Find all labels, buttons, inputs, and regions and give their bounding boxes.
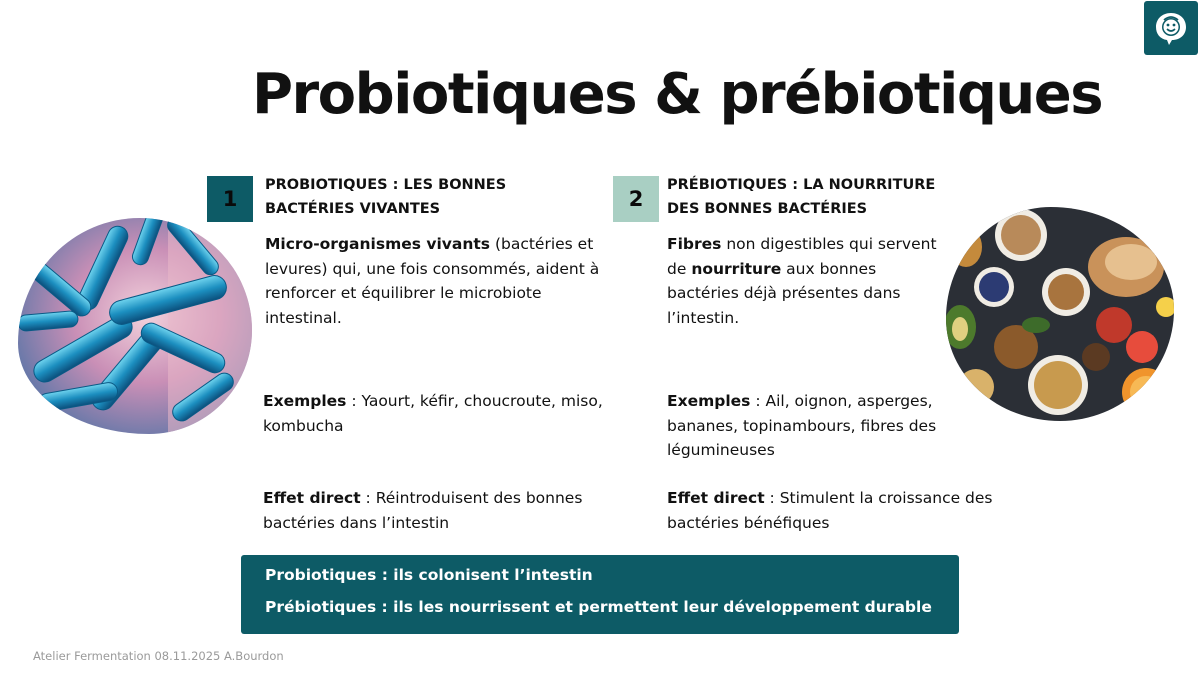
section-heading-prebiotiques — [667, 173, 935, 221]
footer-caption: Atelier Fermentation 08.11.2025 A.Bourdon — [33, 649, 284, 663]
examples-text: : Ail, oignon, asperges, bananes, topinambours, fibres des légumineuses — [667, 392, 937, 459]
heading-line: BACTÉRIES VIVANTES — [265, 201, 441, 217]
examples-label: Exemples — [667, 392, 751, 410]
chat-bubble-face-icon — [1151, 8, 1191, 48]
section-number-1: 1 — [207, 176, 253, 222]
examples-text: : Yaourt, kéfir, choucroute, miso, kombucha — [263, 392, 603, 435]
description-text: non digestibles qui servent de — [667, 235, 937, 278]
probiotiques-description — [265, 232, 605, 330]
heading-line: PRÉBIOTIQUES : LA NOURRITURE — [667, 177, 936, 193]
banner-line-probiotiques: Probiotiques : ils colonisent l’intestin — [265, 566, 593, 584]
summary-banner — [241, 555, 959, 634]
emphasis-text: nourriture — [691, 259, 782, 278]
prebiotiques-description — [667, 232, 947, 330]
section-heading-probiotiques — [265, 173, 506, 221]
description-text: aux bonnes bactéries déjà présentes dans l’intestin. — [667, 259, 901, 327]
probiotiques-effect — [263, 486, 603, 535]
effect-label: Effet direct — [667, 489, 765, 507]
page-title: Probiotiques & prébiotiques — [252, 62, 1103, 127]
heading-line: PROBIOTIQUES : LES BONNES — [265, 177, 507, 193]
prebiotiques-effect — [667, 486, 997, 535]
effect-label: Effet direct — [263, 489, 361, 507]
heading-line: DES BONNES BACTÉRIES — [667, 201, 868, 217]
prebiotiques-examples — [667, 389, 997, 463]
logo — [1144, 1, 1198, 55]
section-number-2: 2 — [613, 176, 659, 222]
emphasis-text: Fibres — [667, 235, 722, 253]
banner-line-prebiotiques: Prébiotiques : ils les nourrissent et permettent leur développement durable — [265, 598, 932, 616]
emphasis-text: Micro-organismes vivants — [265, 235, 491, 253]
effect-text: : Réintroduisent des bonnes bactéries dans l’intestin — [263, 489, 583, 532]
fiber-foods-image — [946, 207, 1174, 421]
effect-text: : Stimulent la croissance des bactéries bénéfiques — [667, 489, 993, 532]
examples-label: Exemples — [263, 392, 347, 410]
probiotiques-examples — [263, 389, 603, 438]
bacteria-image — [18, 218, 252, 434]
description-text: (bactéries et levures) qui, une fois consommés, aident à renforcer et équilibrer le microbiote intestinal. — [265, 235, 600, 327]
